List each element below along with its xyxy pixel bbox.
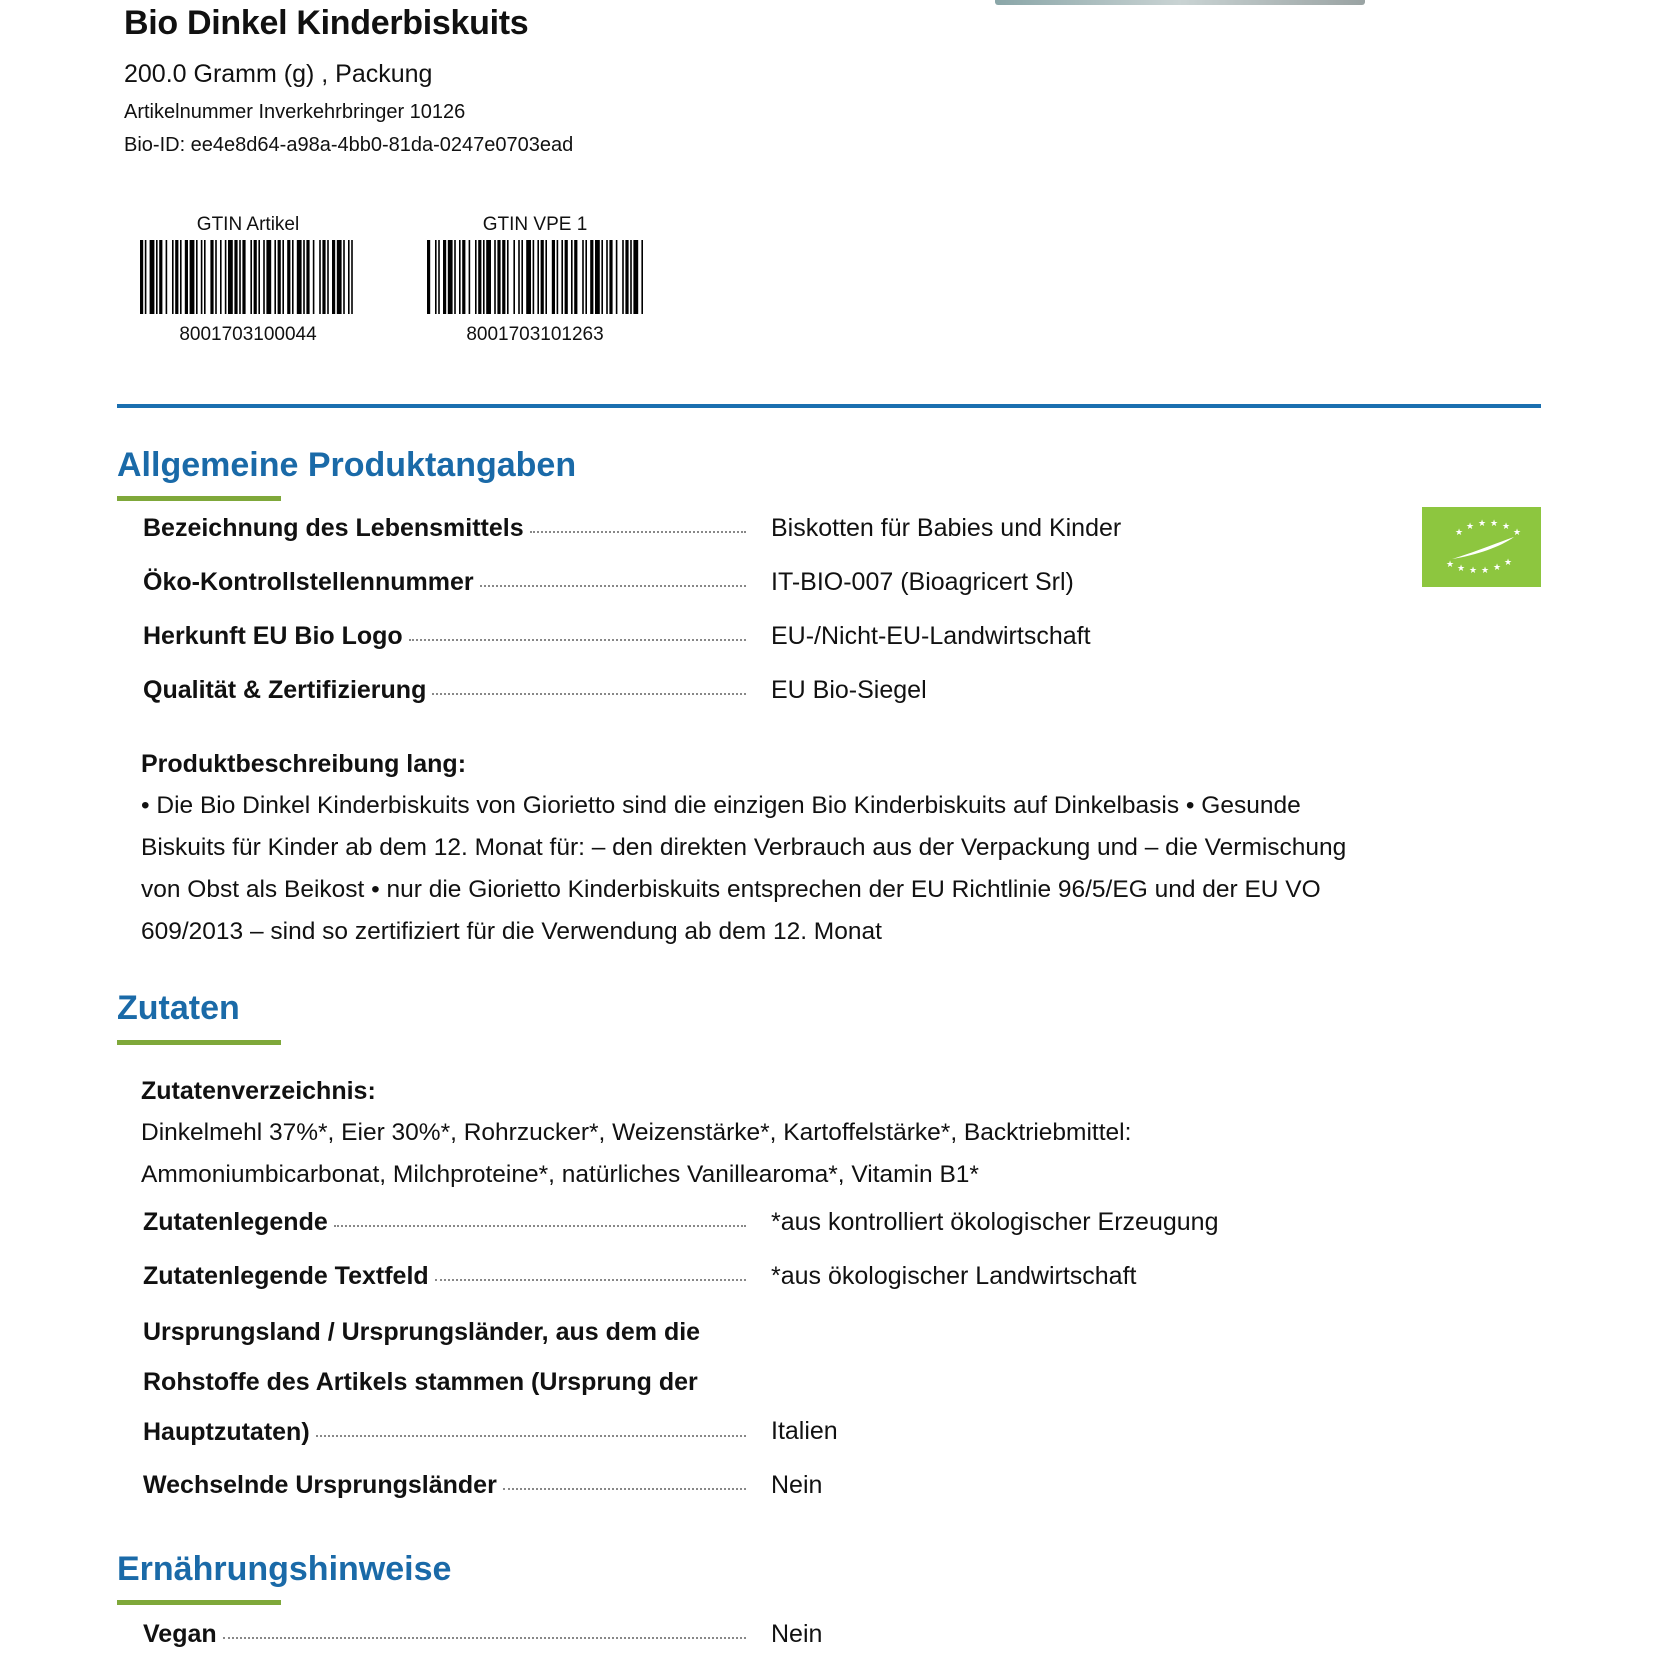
barcode-number: 8001703100044 [179, 324, 317, 345]
barcode-gtin-artikel [133, 214, 363, 346]
svg-text:★: ★ [1446, 560, 1455, 570]
svg-text:★: ★ [1502, 522, 1511, 532]
svg-text:★: ★ [1493, 563, 1502, 573]
row-label-line: Hauptzutaten) [143, 1418, 310, 1446]
svg-text:★: ★ [1469, 566, 1478, 576]
row-label: Vegan [143, 1620, 217, 1648]
dot-leader [503, 1488, 746, 1490]
article-number: Artikelnummer Inverkehrbringer 10126 [124, 101, 466, 123]
row-value: *aus kontrolliert ökologischer Erzeugung [771, 1208, 1219, 1236]
heading-general [117, 446, 576, 485]
row-value: Nein [771, 1471, 823, 1499]
row-oeko-kontrollstelle [143, 568, 1443, 608]
dot-leader [480, 585, 746, 587]
row-herkunft-logo [143, 622, 1443, 662]
row-label-line: Rohstoffe des Artikels stammen (Ursprung der [143, 1368, 698, 1396]
description-heading: Produktbeschreibung lang: [141, 750, 467, 778]
row-zutatenlegende [143, 1208, 1443, 1248]
row-label: Qualität & Zertifizierung [143, 676, 427, 704]
row-value: Biskotten für Babies und Kinder [771, 514, 1122, 542]
row-value: *aus ökologischer Landwirtschaft [771, 1262, 1137, 1290]
barcode-label: GTIN Artikel [196, 214, 300, 235]
svg-text:★: ★ [1504, 558, 1513, 568]
heading-nutrition [117, 1550, 451, 1589]
product-size: 200.0 Gramm (g) , Packung [124, 60, 433, 88]
heading-underline [117, 1040, 281, 1045]
row-qualitaet [143, 676, 1443, 716]
svg-text:★: ★ [1481, 566, 1490, 576]
dot-leader [316, 1435, 746, 1437]
dot-leader [432, 693, 746, 695]
ingredients-list-heading: Zutatenverzeichnis: [141, 1077, 376, 1105]
row-wechselnde-ursprungslaender [143, 1471, 1443, 1511]
row-value-ursprungsland: Italien [771, 1417, 838, 1445]
barcode-image [133, 240, 363, 314]
dot-leader [409, 639, 746, 641]
dot-leader [223, 1637, 746, 1639]
row-label: Zutatenlegende Textfeld [143, 1262, 429, 1290]
heading-ingredients [117, 989, 240, 1028]
product-title: Bio Dinkel Kinderbiskuits [124, 4, 529, 42]
row-label: Wechselnde Ursprungsländer [143, 1471, 497, 1499]
dot-leader [435, 1279, 746, 1281]
row-label-line: Ursprungsland / Ursprungsländer, aus dem die [143, 1318, 701, 1346]
section-divider [117, 404, 1541, 408]
svg-text:★: ★ [1457, 564, 1466, 574]
row-vegan [143, 1620, 1443, 1660]
heading-underline [117, 1600, 281, 1605]
row-zutatenlegende-textfeld [143, 1262, 1443, 1302]
description-text: • Die Bio Dinkel Kinderbiskuits von Giorietto sind die einzigen Bio Kinderbiskuits auf Dinkelbasis • Gesunde Biskuits für Kinder ab dem 12. Monat für: – den direkten Verbrauch aus der Verpackung und – die Vermischung von Obst als Beikost • nur die Giorietto Kinderbiskuits entsprechen der EU Richtlinie 96/5/EG und der EU VO 609/2013 – sind so zertifiziert für die Verwendung ab dem 12. Monat [141, 792, 1347, 945]
row-bezeichnung [143, 514, 1443, 554]
svg-text:★: ★ [1466, 522, 1475, 532]
heading-nutrition-text: Ernährungshinweise [117, 1550, 452, 1588]
row-label: Öko-Kontrollstellennummer [143, 568, 474, 596]
row-value: IT-BIO-007 (Bioagricert Srl) [771, 568, 1074, 596]
row-value: EU-/Nicht-EU-Landwirtschaft [771, 622, 1091, 650]
heading-underline [117, 496, 281, 501]
row-ursprungsland [143, 1307, 746, 1457]
heading-ingredients-text: Zutaten [117, 989, 240, 1027]
bio-id: Bio-ID: ee4e8d64-a98a-4bb0-81da-0247e0703ead [124, 134, 574, 156]
svg-text:★: ★ [1513, 528, 1522, 538]
product-image [995, 0, 1365, 5]
heading-general-text: Allgemeine Produktangaben [117, 446, 577, 484]
ingredients-list: Dinkelmehl 37%*, Eier 30%*, Rohrzucker*, Weizenstärke*, Kartoffelstärke*, Backtriebmittel: Ammoniumbicarbonat, Milchproteine*, natürliches Vanillearoma*, Vitamin B1* [141, 1119, 1132, 1188]
barcode-image [420, 240, 650, 314]
row-label: Herkunft EU Bio Logo [143, 622, 403, 650]
row-label: Bezeichnung des Lebensmittels [143, 514, 524, 542]
svg-text:★: ★ [1490, 519, 1499, 529]
svg-text:★: ★ [1455, 528, 1464, 538]
barcode-label: GTIN VPE 1 [482, 214, 588, 235]
dot-leader [530, 531, 746, 533]
barcode-number: 8001703101263 [466, 324, 604, 345]
svg-text:★: ★ [1478, 519, 1487, 529]
dot-leader [334, 1225, 746, 1227]
row-value: Nein [771, 1620, 823, 1648]
row-value: EU Bio-Siegel [771, 676, 927, 704]
barcode-gtin-vpe [420, 214, 650, 346]
row-label: Zutatenlegende [143, 1208, 328, 1236]
